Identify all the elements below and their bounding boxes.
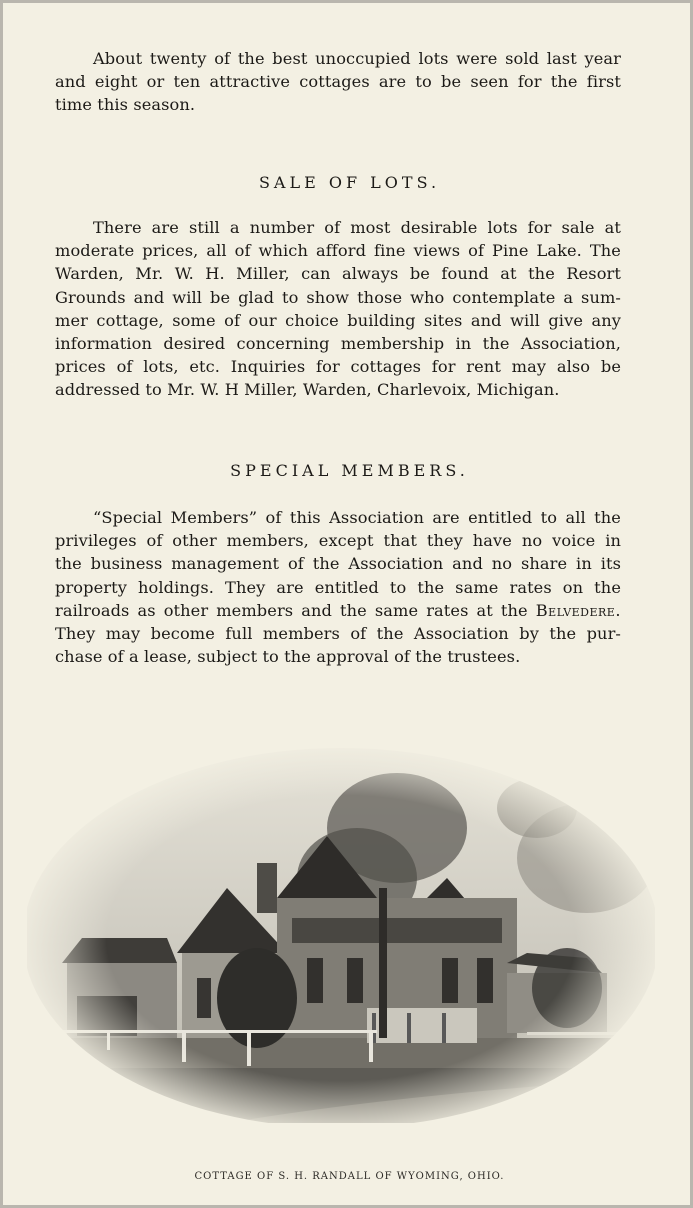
special-members-paragraph [55, 506, 621, 668]
photo-caption: COTTAGE OF S. H. RANDALL OF WYOMING, OHIO. [194, 1171, 505, 1182]
text-line: Warden, Mr. W. H. Miller, can always be found at the Resort [55, 264, 621, 284]
cottage-photograph [27, 738, 655, 1123]
text-line: privileges of other members, except that they have no voice in [55, 531, 621, 551]
text-line: prices of lots, etc. Inquiries for cottages for rent may also be [55, 357, 621, 377]
text-line: moderate prices, all of which afford fine views of Pine Lake. The [55, 241, 621, 261]
special-members-heading: SPECIAL MEMBERS. [230, 461, 469, 480]
sale-of-lots-paragraph [55, 216, 621, 402]
text-line: Grounds and will be glad to show those who contemplate a sum- [55, 287, 621, 307]
text-line: property holdings. They are entitled to the same rates on the [55, 577, 621, 597]
intro-paragraph [55, 47, 621, 117]
text-line: They may become full members of the Association by the pur- [55, 624, 621, 644]
hotel-name-belvedere: Belvedere. [535, 600, 621, 620]
text-line [55, 599, 621, 622]
text-line: the business management of the Association and no share in its [55, 554, 621, 574]
text-line: About twenty of the best unoccupied lots were sold last year [93, 49, 621, 68]
text-line: mer cottage, some of our choice building sites and will give any [55, 310, 621, 330]
text-line: and eight or ten attractive cottages are to be seen for the first [55, 72, 621, 92]
sale-of-lots-heading: SALE OF LOTS. [258, 173, 441, 192]
text-line: chase of a lease, subject to the approval of the trustees. [55, 647, 521, 667]
text-line: “Special Members” of this Association are entitled to all the [93, 508, 621, 527]
text-segment: railroads as other members and the same rates at the [55, 600, 536, 620]
text-line: information desired concerning membership in the Association, [55, 334, 621, 354]
text-line: addressed to Mr. W. H Miller, Warden, Charlevoix, Michigan. [55, 380, 560, 400]
text-line: There are still a number of most desirable lots for sale at [93, 218, 621, 237]
text-line: time this season. [55, 95, 196, 115]
